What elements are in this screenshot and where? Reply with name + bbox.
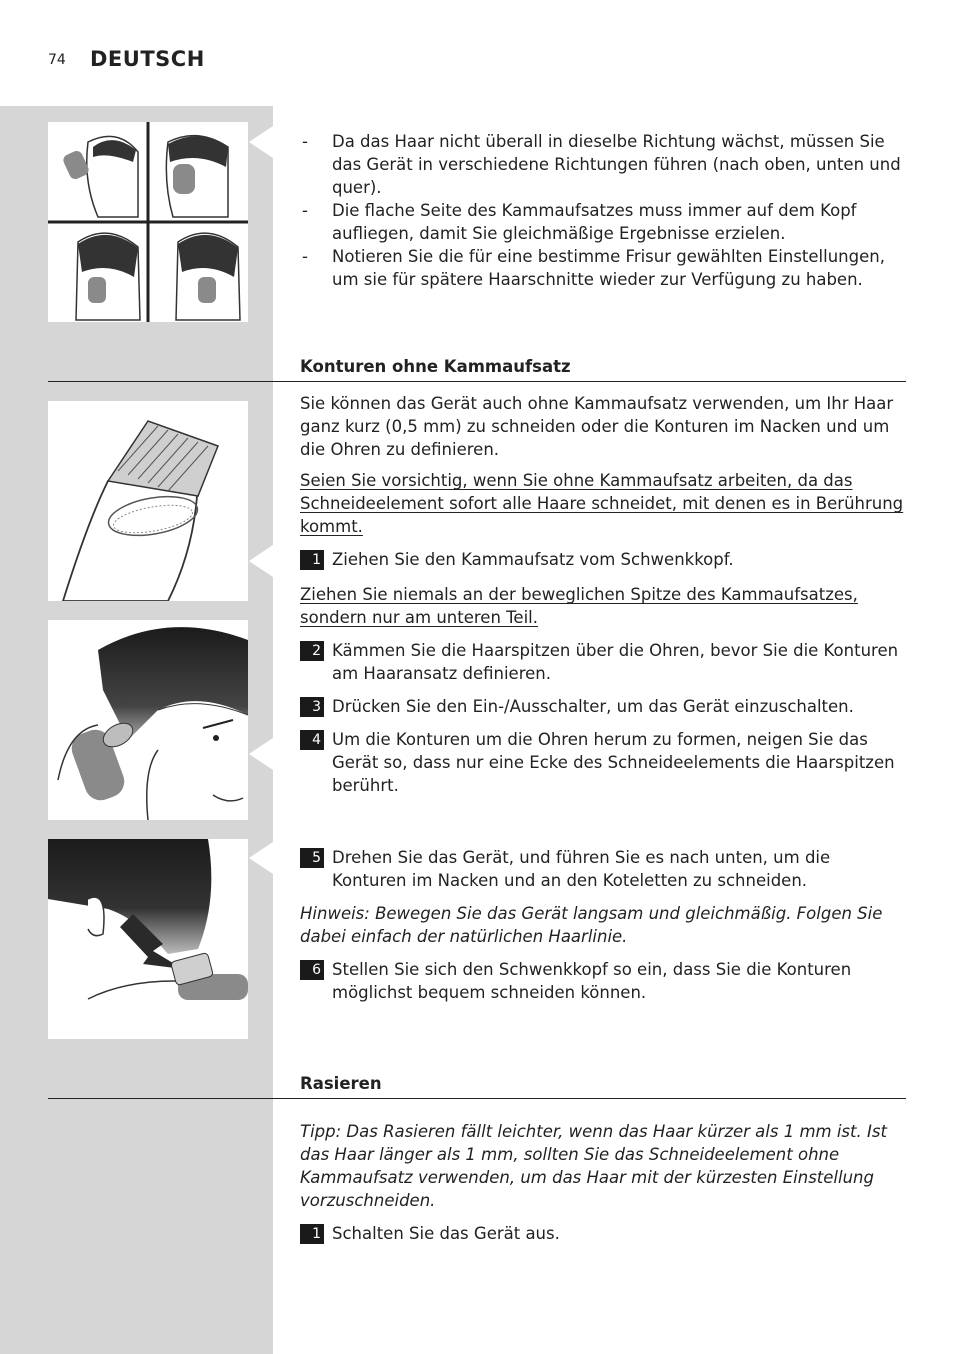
notch-pointer [249,738,273,770]
section-rasieren-body [300,1120,906,1245]
section-heading-rasieren: Rasieren [300,1074,382,1093]
step-item: 1 Ziehen Sie den Kammaufsatz vom Schwenkkopf. [300,548,906,571]
step-item: 3 Drücken Sie den Ein-/Ausschalter, um das Gerät einzuschalten. [300,695,906,718]
intro-paragraph: Sie können das Gerät auch ohne Kammaufsatz verwenden, um Ihr Haar ganz kurz (0,5 mm) zu schneiden oder die Konturen im Nacken und um die Ohren zu definieren. [300,394,894,459]
warning-paragraph: Seien Sie vorsichtig, wenn Sie ohne Kammaufsatz arbeiten, da das Schneideelement sofort alle Haare schneidet, mit denen es in Berührung kommt. [300,471,904,536]
section-konturen-body [300,392,906,797]
tip-paragraph: Tipp: Das Rasieren fällt leichter, wenn das Haar kürzer als 1 mm ist. Ist das Haar länger als 1 mm, sollten Sie das Schneideelement ohne Kammaufsatz verwenden, um das Haar mit der kürzesten Einstellung vorzuschneiden. [300,1122,887,1210]
language-heading: DEUTSCH [90,47,205,71]
warning-paragraph: Ziehen Sie niemals an der beweglichen Spitze des Kammaufsatzes, sondern nur am unteren Teil. [300,585,858,627]
step-item: 5 Drehen Sie das Gerät, und führen Sie es nach unten, um die Konturen im Nacken und an den Koteletten zu schneiden. [300,846,906,892]
section-divider [48,381,906,382]
notch-pointer [249,842,273,874]
step-item: 6 Stellen Sie sich den Schwenkkopf so ein, dass Sie die Konturen möglichst bequem schneiden können. [300,958,906,1004]
section-konturen-body-2 [300,846,906,1004]
list-item: - Die flache Seite des Kammaufsatzes muss immer auf dem Kopf aufliegen, damit Sie gleichmäßige Ergebnisse erzielen. [302,201,857,243]
tips-bullet-list [300,130,906,291]
illustration-neck-contour [48,839,248,1039]
illustration-trimmer-without-comb [48,401,248,601]
notch-pointer [249,126,273,158]
step-item: 1 Schalten Sie das Gerät aus. [300,1222,906,1245]
step-item: 4 Um die Konturen um die Ohren herum zu formen, neigen Sie das Gerät so, dass nur eine Ecke des Schneideelements die Haarspitzen berührt. [300,728,906,797]
page-number: 74 [48,52,66,68]
illustration-trimming-ear-contour [48,620,248,820]
notch-pointer [249,545,273,577]
section-divider [48,1098,906,1099]
list-item: - Da das Haar nicht überall in dieselbe Richtung wächst, müssen Sie das Gerät in verschiedene Richtungen führen (nach oben, unten und quer). [302,132,901,197]
note-paragraph: Hinweis: Bewegen Sie das Gerät langsam und gleichmäßig. Folgen Sie dabei einfach der natürlichen Haarlinie. [300,904,883,946]
step-item: 2 Kämmen Sie die Haarspitzen über die Ohren, bevor Sie die Konturen am Haaransatz definieren. [300,639,906,685]
section-heading-konturen: Konturen ohne Kammaufsatz [300,357,571,376]
illustration-four-head-views [48,122,248,322]
list-item: - Notieren Sie die für eine bestimme Frisur gewählten Einstellungen, um sie für spätere Haarschnitte wieder zur Verfügung zu haben. [302,247,885,289]
